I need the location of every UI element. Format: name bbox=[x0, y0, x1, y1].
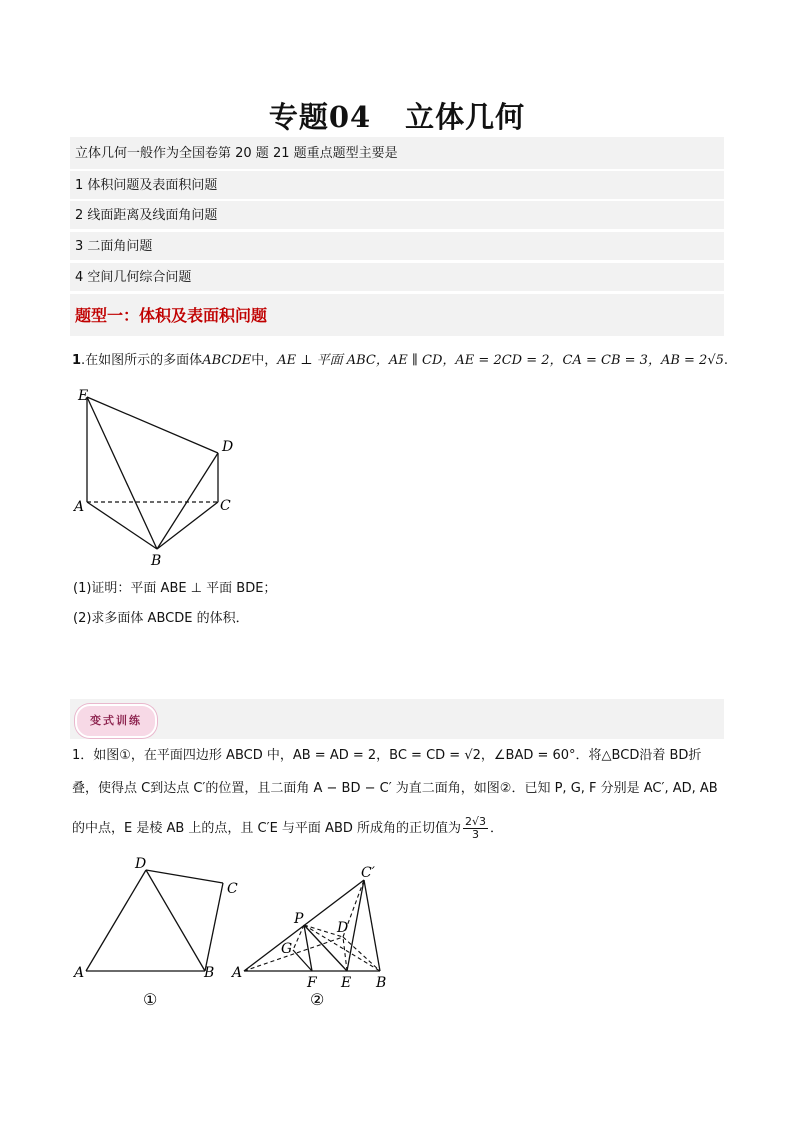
variant1-line3-text: 的中点，E 是棱 AB 上的点，且 C′E 与平面 ABD 所成角的正切值为 bbox=[72, 821, 462, 836]
fig2-hidden-ed bbox=[343, 937, 347, 971]
fig2-edge-cb bbox=[364, 880, 380, 971]
variant1-line3-end: ． bbox=[490, 821, 504, 836]
title-topic-name: 立体几何 bbox=[405, 100, 526, 134]
edge-db bbox=[157, 453, 218, 549]
variant-training-badge: 变式训练 bbox=[75, 704, 157, 738]
problem1-question2: (2)求多面体 ABCDE 的体积． bbox=[73, 611, 249, 626]
variant1-figure-2 bbox=[230, 860, 400, 1015]
fig1-edge-db bbox=[146, 870, 205, 971]
problem1-cond5: AB = 2√5 bbox=[660, 353, 724, 368]
intro-item-3: 3 二面角问题 bbox=[70, 232, 724, 262]
fig2-label-e: E bbox=[341, 975, 352, 991]
fig2-label-d: D bbox=[337, 920, 349, 936]
variant1-line1: 1．如图①，在平面四边形 ABCD 中，AB = AD = 2，BC = CD = √2，∠BAD = 60°．将△BCD沿着 BD折 bbox=[72, 748, 702, 763]
label-d: D bbox=[222, 439, 234, 455]
fig2-label-c-prime: C′ bbox=[361, 865, 375, 881]
fig2-label-p: P bbox=[294, 911, 304, 927]
variant1-figure-1 bbox=[65, 850, 238, 1015]
problem1-zhong: 中， bbox=[251, 353, 278, 368]
variant1-line2: 叠，使得点 C到达点 C′的位置，且二面角 A − BD − C′ 为直二面角，如图②．已知 P, G, F 分别是 AC′, AD, AB bbox=[72, 781, 718, 796]
problem1-poly: ABCDE bbox=[202, 353, 252, 368]
intro-item-1: 1 体积问题及表面积问题 bbox=[70, 171, 724, 201]
page-title bbox=[0, 95, 794, 136]
problem1-cond3: AE = 2CD = 2， bbox=[455, 353, 563, 368]
edge-cb bbox=[157, 502, 218, 549]
problem1-lead: .在如图所示的多面体 bbox=[81, 353, 203, 368]
title-topic-number: 专题04 bbox=[268, 100, 372, 134]
fig1-label-a: A bbox=[74, 965, 85, 981]
fraction-numerator: 2√3 bbox=[465, 815, 487, 828]
fig2-label-b: B bbox=[376, 975, 387, 991]
intro-item-4: 4 空间几何综合问题 bbox=[70, 263, 724, 293]
variant1-line3 bbox=[72, 816, 503, 841]
fig2-label-g: G bbox=[281, 941, 293, 957]
fraction-denominator: 3 bbox=[472, 828, 480, 841]
problem1-figure bbox=[60, 380, 260, 575]
problem1-number: 1 bbox=[72, 353, 82, 368]
variant-banner bbox=[70, 699, 724, 739]
problem1-cond4: CA = CB = 3， bbox=[562, 353, 661, 368]
fig2-label-f: F bbox=[307, 975, 317, 991]
label-e: E bbox=[78, 388, 89, 404]
fig2-label-a: A bbox=[232, 965, 243, 981]
problem1-cond1: AE ⊥ 平面 ABC， bbox=[277, 353, 389, 368]
fig1-edge-ad bbox=[86, 870, 146, 971]
fig1-edge-cb bbox=[205, 883, 223, 971]
section-heading: 题型一：体积及表面积问题 bbox=[70, 294, 724, 338]
fig2-edge-ce bbox=[347, 880, 364, 971]
problem1-statement bbox=[72, 351, 728, 371]
fig1-edge-dc bbox=[146, 870, 223, 883]
label-c: C bbox=[220, 498, 231, 514]
fig1-caption: ① bbox=[143, 990, 158, 1009]
problem1-end: . bbox=[723, 353, 729, 368]
fig1-label-d: D bbox=[135, 856, 147, 872]
fig2-hidden-ad bbox=[244, 937, 343, 971]
label-b: B bbox=[151, 553, 162, 569]
problem1-cond2: AE ∥ CD， bbox=[388, 353, 456, 368]
fig2-hidden-pg bbox=[293, 925, 304, 950]
fig2-caption: ② bbox=[310, 990, 325, 1009]
intro-line: 立体几何一般作为全国卷第 20 题 21 题重点题型主要是 bbox=[70, 137, 724, 171]
intro-item-2: 2 线面距离及线面角问题 bbox=[70, 201, 724, 231]
fig1-label-c: C bbox=[227, 881, 238, 897]
edge-ed bbox=[87, 397, 218, 453]
problem1-question1: (1)证明：平面 ABE ⊥ 平面 BDE； bbox=[73, 581, 277, 596]
fraction bbox=[463, 816, 488, 841]
label-a: A bbox=[74, 499, 85, 515]
fig1-label-b: B bbox=[204, 965, 215, 981]
